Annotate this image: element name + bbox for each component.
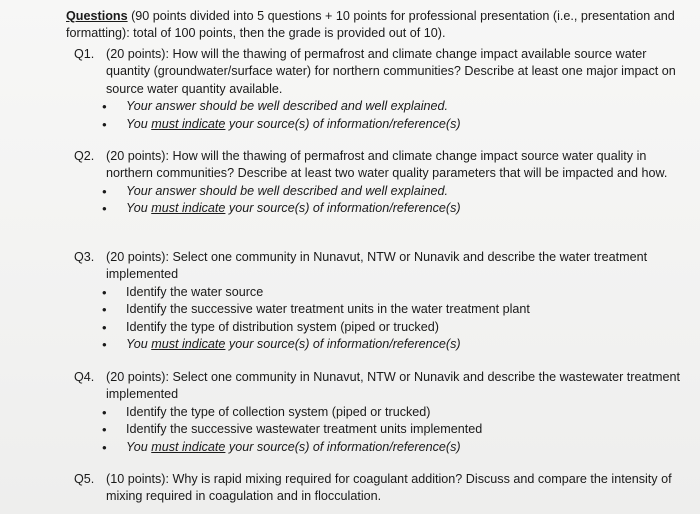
bullet-icon: • [102, 319, 107, 335]
bullet-icon: • [102, 302, 107, 318]
list-item: • Your answer should be well described and well explained. [102, 99, 449, 115]
bullet-icon: • [102, 404, 107, 420]
list-item: • Identify the successive water treatment units in the water treatment plant [102, 302, 530, 318]
intro-line-1: (90 points divided into 5 questions + 10 points for professional presentation (i.e., presentation and [127, 9, 675, 23]
question-text: (20 points): How will the thawing of permafrost and climate change impact available source water quantity (groundwater/surface water) for northern communities? Describe at least one major impact on source water quantity available. [106, 47, 676, 96]
bullet-icon: • [102, 422, 107, 438]
bullet-list [66, 183, 691, 218]
questions-heading: Questions [66, 9, 128, 23]
bullet-list [66, 98, 691, 133]
question-3 [66, 249, 691, 353]
question-1 [66, 46, 691, 133]
question-number: Q4. [74, 370, 95, 384]
question-number: Q5. [74, 472, 95, 486]
question-2 [66, 148, 691, 218]
question-text: (20 points): Select one community in Nunavut, NTW or Nunavik and describe the wastewater treatment implemented [106, 370, 680, 402]
bullet-icon: • [102, 183, 107, 199]
bullet-icon: • [102, 99, 107, 115]
bullet-icon: • [102, 116, 107, 132]
bullet-icon: • [102, 439, 107, 455]
bullet-icon: • [102, 337, 107, 353]
list-item: • Identify the water source [102, 284, 264, 300]
list-item: • You must indicate your source(s) of information/reference(s) [102, 337, 461, 353]
bullet-icon: • [102, 201, 107, 217]
question-5 [66, 471, 691, 506]
list-item: • You must indicate your source(s) of information/reference(s) [102, 116, 461, 132]
question-4 [66, 369, 691, 456]
list-item: • Identify the successive wastewater treatment units implemented [102, 422, 483, 438]
question-text: (20 points): Select one community in Nunavut, NTW or Nunavik and describe the water treatment implemented [106, 250, 648, 282]
list-item: • Identify the type of collection system (piped or trucked) [102, 404, 431, 420]
list-item: • You must indicate your source(s) of information/reference(s) [102, 439, 461, 455]
list-item: • You must indicate your source(s) of information/reference(s) [102, 201, 461, 217]
bullet-icon: • [102, 284, 107, 300]
question-number: Q2. [74, 149, 95, 163]
intro-paragraph [66, 8, 691, 43]
question-number: Q1. [74, 47, 95, 61]
question-number: Q3. [74, 250, 95, 264]
list-item: • Identify the type of distribution system (piped or trucked) [102, 319, 439, 335]
list-item: • Your answer should be well described and well explained. [102, 183, 449, 199]
intro-line-2: formatting): total of 100 points, then the grade is provided out of 10). [66, 26, 446, 41]
bullet-list [66, 404, 691, 456]
question-text: (20 points): How will the thawing of permafrost and climate change impact source water quality in northern communities? Describe at least two water quality parameters that will be impacted and how. [106, 149, 668, 181]
bullet-list [66, 284, 691, 354]
question-text: (10 points): Why is rapid mixing required for coagulant addition? Discuss and compare the intensity of mixing required in coagulation and in flocculation. [106, 472, 672, 504]
